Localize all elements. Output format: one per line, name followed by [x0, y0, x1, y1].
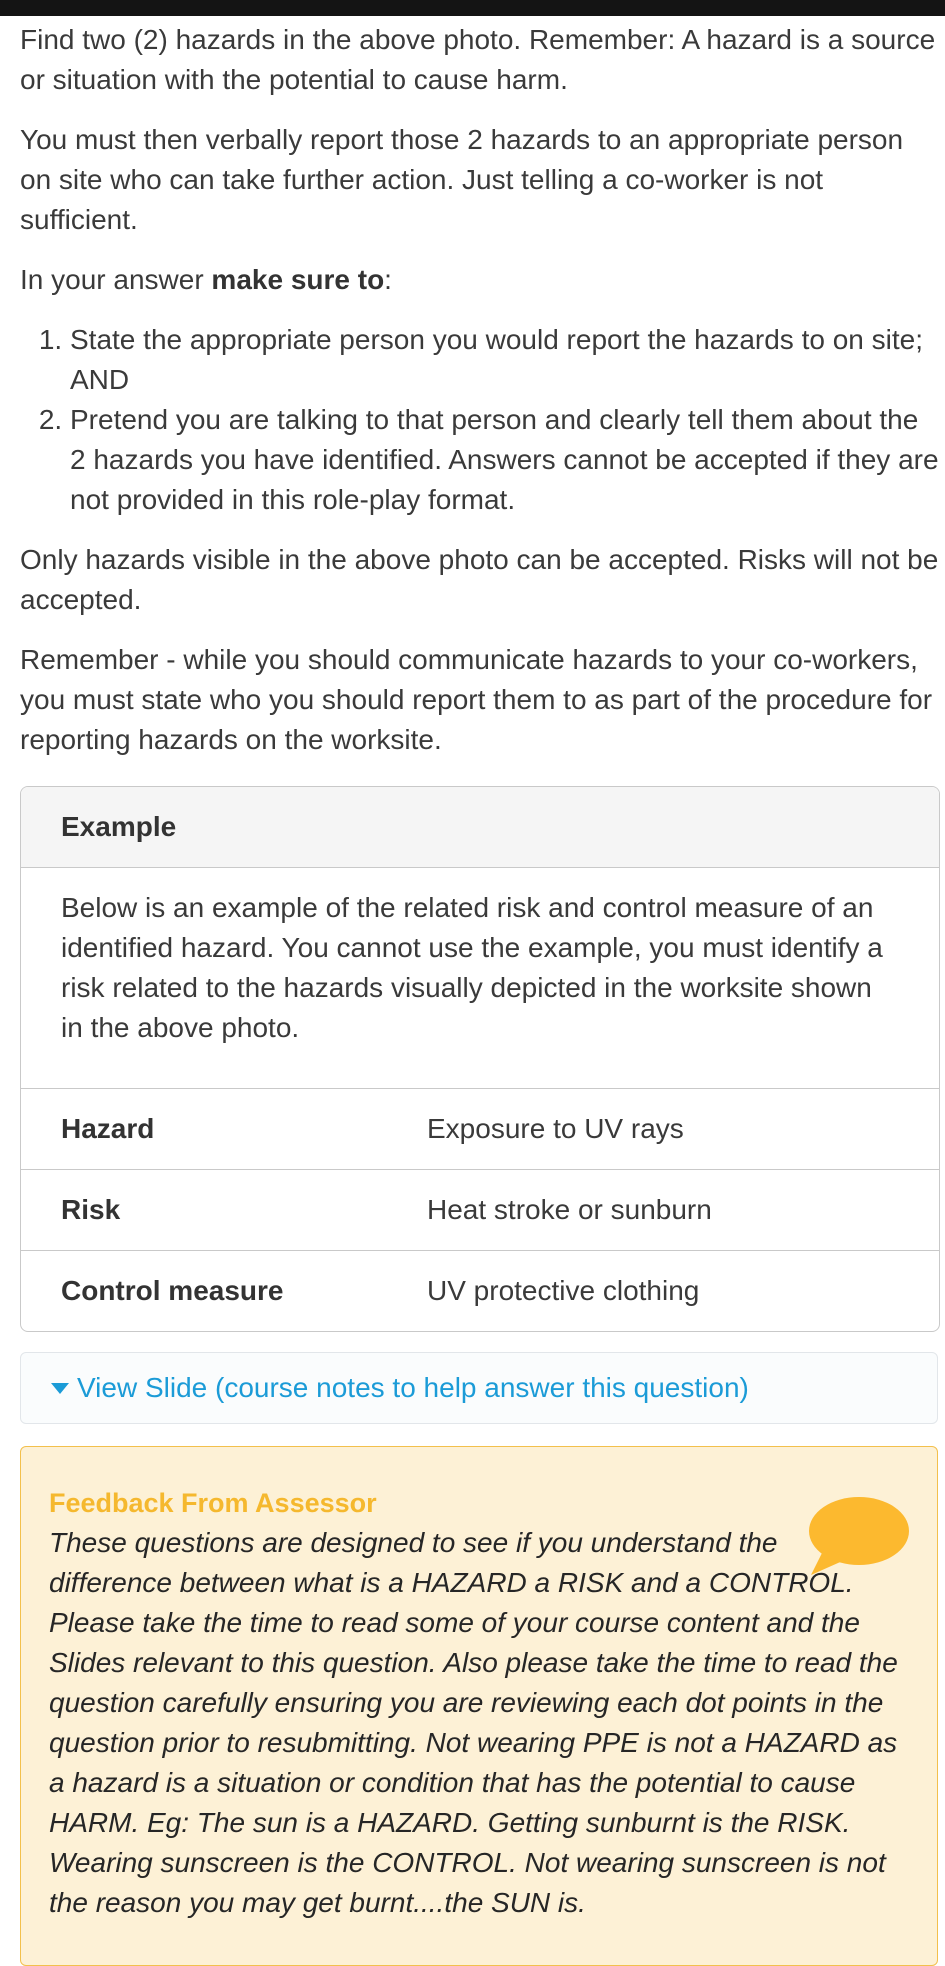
example-row-label: Hazard [61, 1113, 155, 1144]
example-row-control [21, 1251, 939, 1331]
instructions-lead-suffix: : [384, 264, 392, 295]
example-header [21, 787, 939, 868]
intro-paragraph-4: Only hazards visible in the above photo can be accepted. Risks will not be accepted. [20, 544, 939, 615]
feedback-text: These questions are designed to see if you understand the difference between what is a HAZARD a RISK and a CONTROL. Please take the time to read some of your course content and the Slides relevant to this question. Also please take the time to read the question carefully ensuring you are reviewing each dot points in the question prior to resubmitting. Not wearing PPE is not a HAZARD as a hazard is a situation or condition that has the potential to cause HARM. Eg: The sun is a HAZARD. Getting sunburnt is the RISK. Wearing sunscreen is the CONTROL. Not wearing sunscreen is not the reason you may get burnt....the SUN is. [49, 1527, 898, 1918]
example-row-hazard [21, 1089, 939, 1170]
example-row-label: Control measure [61, 1275, 284, 1306]
example-row-value: UV protective clothing [427, 1275, 700, 1306]
instructions-list [20, 320, 940, 520]
example-row-risk [21, 1170, 939, 1251]
status-bar [0, 0, 945, 16]
view-slide-label: View Slide (course notes to help answer this question) [77, 1372, 749, 1403]
instructions-lead-bold: make sure to [211, 264, 385, 295]
example-panel [20, 786, 940, 1332]
intro-paragraph-2: You must then verbally report those 2 hazards to an appropriate person on site who can take further action. Just telling a co-worker is not sufficient. [20, 124, 904, 235]
intro-paragraph-1: Find two (2) hazards in the above photo. Remember: A hazard is a source or situation with the potential to cause harm. [20, 24, 936, 95]
feedback-title: Feedback From Assessor [49, 1488, 377, 1518]
caret-down-icon [51, 1383, 69, 1394]
example-row-value: Heat stroke or sunburn [427, 1194, 712, 1225]
example-row-label: Risk [61, 1194, 121, 1225]
speech-bubble-icon [805, 1495, 909, 1577]
assessor-feedback-panel [20, 1446, 938, 1966]
question-content [20, 20, 940, 1966]
example-body [21, 868, 939, 1089]
example-title: Example [61, 811, 177, 842]
example-description: Below is an example of the related risk and control measure of an identified hazard. You cannot use the example, you must identify a risk related to the hazards visually depicted in the worksite shown in the above photo. [61, 892, 883, 1043]
instructions-lead [20, 260, 940, 300]
view-slide-toggle[interactable] [20, 1352, 938, 1424]
example-row-value: Exposure to UV rays [427, 1113, 684, 1144]
instructions-list-item: 1. State the appropriate person you would report the hazards to on site; AND [70, 320, 940, 400]
intro-paragraph-5: Remember - while you should communicate hazards to your co-workers, you must state who you should report them to as part of the procedure for reporting hazards on the worksite. [20, 644, 933, 755]
instructions-lead-prefix: In your answer [20, 264, 212, 295]
instructions-list-item: 2. Pretend you are talking to that person and clearly tell them about the 2 hazards you have identified. Answers cannot be accepted if they are not provided in this role-play format. [70, 400, 940, 520]
